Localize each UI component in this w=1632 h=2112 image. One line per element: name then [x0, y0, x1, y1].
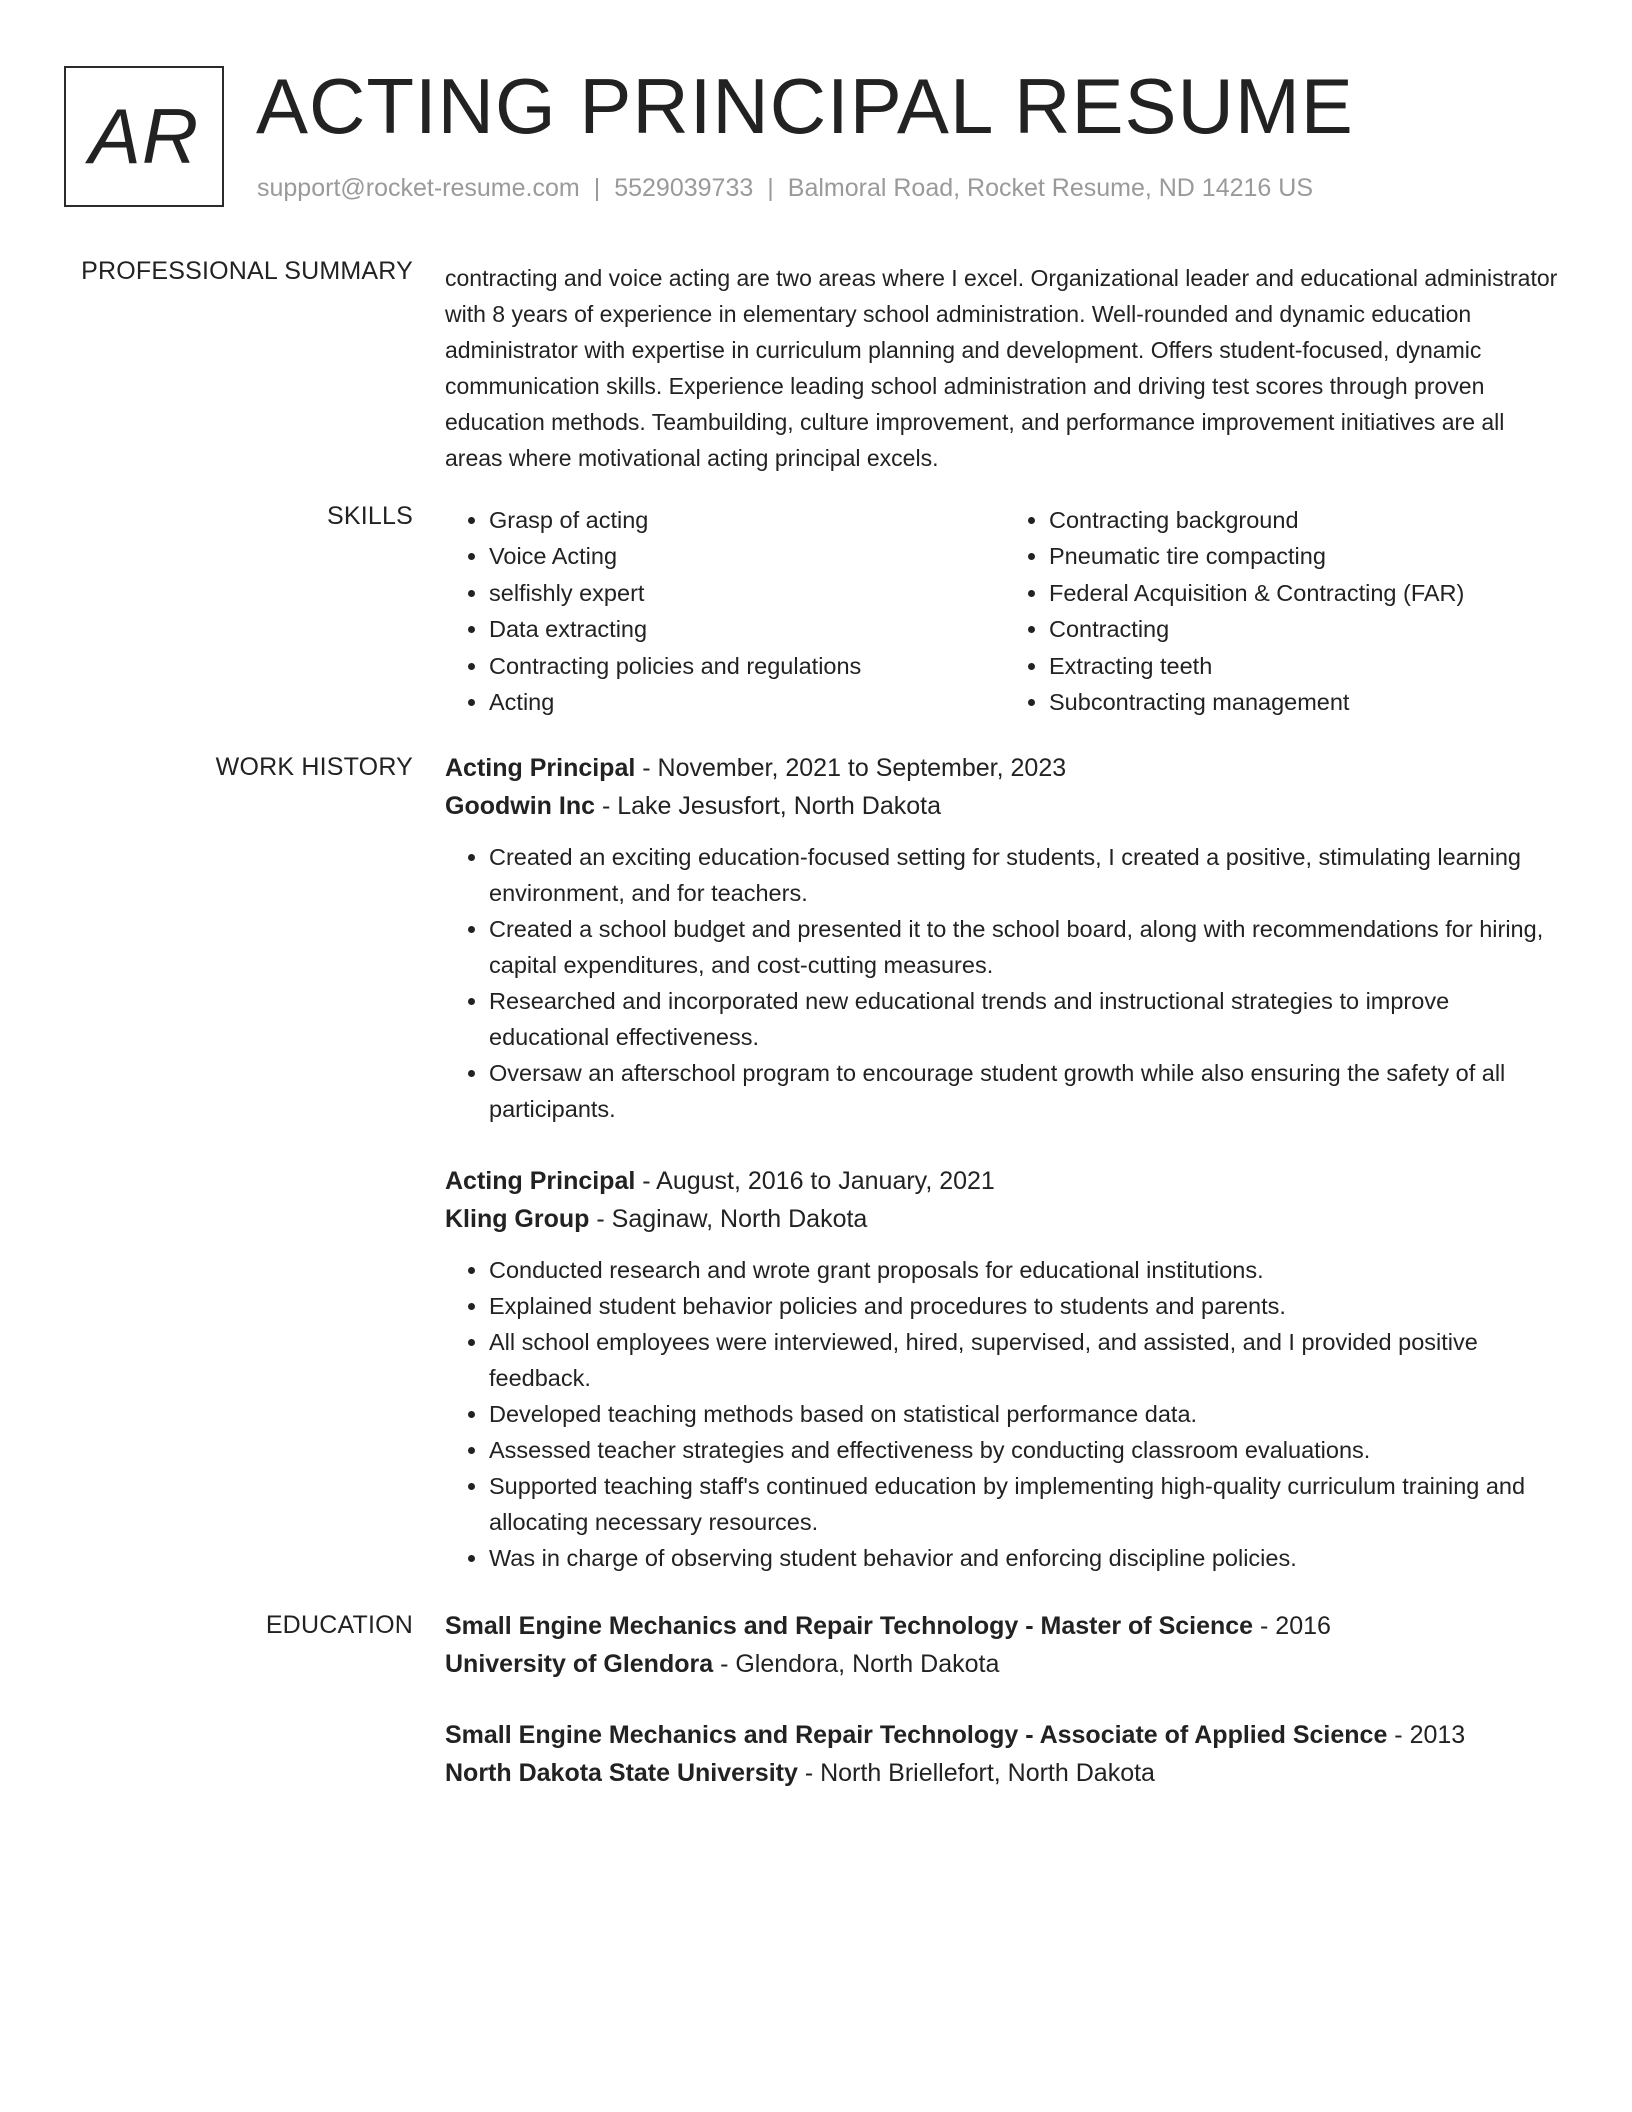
- skills-list-left: [445, 502, 1005, 720]
- school-line: [445, 1645, 1565, 1683]
- monogram-badge: AR: [64, 66, 224, 207]
- contact-separator: |: [767, 174, 774, 202]
- education-entry: [445, 1607, 1565, 1683]
- job-bullet: • Supported teaching staff's continued education by implementing high-quality curriculum training and allocating necessary resources.: [489, 1468, 1565, 1540]
- job-entry: [445, 749, 1565, 1127]
- job-entry: [445, 1162, 1565, 1576]
- work-history-label: WORK HISTORY: [215, 753, 413, 781]
- summary-body: [445, 260, 1565, 476]
- education-label: EDUCATION: [265, 1611, 413, 1639]
- job-bullet: • Assessed teacher strategies and effectiveness by conducting classroom evaluations.: [489, 1432, 1565, 1468]
- job-location: - Lake Jesusfort, North Dakota: [595, 792, 941, 820]
- contact-email: support@rocket-resume.com: [257, 174, 580, 202]
- contact-separator: |: [593, 174, 601, 202]
- job-bullet: • Explained student behavior policies and procedures to students and parents.: [489, 1288, 1565, 1324]
- skill-item: • Federal Acquisition & Contracting (FAR): [1049, 575, 1565, 611]
- contact-line: [257, 174, 1313, 203]
- school-location: - Glendora, North Dakota: [713, 1650, 1000, 1678]
- education-entry: [445, 1716, 1565, 1792]
- contact-address: Balmoral Road, Rocket Resume, ND 14216 US: [787, 174, 1313, 202]
- job-bullets: [445, 1252, 1565, 1576]
- skill-item: • Voice Acting: [489, 538, 1005, 574]
- job-company: Kling Group: [445, 1205, 590, 1233]
- resume-title: ACTING PRINCIPAL RESUME: [256, 62, 1354, 150]
- job-dates: - November, 2021 to September, 2023: [635, 754, 1067, 782]
- degree-name: Small Engine Mechanics and Repair Technology - Master of Science: [445, 1612, 1254, 1640]
- job-dates: - August, 2016 to January, 2021: [635, 1167, 995, 1195]
- job-bullet: • Created an exciting education-focused setting for students, I created a positive, stimulating learning environment, and for teachers.: [489, 839, 1565, 911]
- skill-item: • Grasp of acting: [489, 502, 1005, 538]
- skills-list-right: [1005, 502, 1565, 720]
- degree-year: - 2013: [1387, 1721, 1466, 1749]
- school-line: [445, 1754, 1565, 1792]
- skill-item: • Pneumatic tire compacting: [1049, 538, 1565, 574]
- job-title: Acting Principal: [445, 754, 636, 782]
- job-location: - Saginaw, North Dakota: [589, 1205, 868, 1233]
- job-bullet: • All school employees were interviewed, hired, supervised, and assisted, and I provided positive feedback.: [489, 1324, 1565, 1396]
- skill-item: • selfishly expert: [489, 575, 1005, 611]
- job-bullets: [445, 839, 1565, 1127]
- school-name: University of Glendora: [445, 1650, 714, 1678]
- skill-item: • Contracting: [1049, 611, 1565, 647]
- job-company-line: [445, 1200, 1565, 1238]
- skill-item: • Contracting policies and regulations: [489, 648, 1005, 684]
- degree-line: [445, 1716, 1565, 1754]
- job-company: Goodwin Inc: [445, 792, 595, 820]
- degree-name: Small Engine Mechanics and Repair Technology - Associate of Applied Science: [445, 1721, 1388, 1749]
- school-name: North Dakota State University: [445, 1759, 798, 1787]
- skill-item: • Subcontracting management: [1049, 684, 1565, 720]
- job-bullet: • Was in charge of observing student behavior and enforcing discipline policies.: [489, 1540, 1565, 1576]
- skills-label: SKILLS: [327, 502, 413, 530]
- resume-header: [64, 62, 1564, 211]
- skill-item: • Data extracting: [489, 611, 1005, 647]
- job-company-line: [445, 787, 1565, 825]
- skill-item: • Extracting teeth: [1049, 648, 1565, 684]
- job-bullet: • Oversaw an afterschool program to encourage student growth while also ensuring the safety of all participants.: [489, 1055, 1565, 1127]
- skill-item: • Acting: [489, 684, 1005, 720]
- contact-phone: 5529039733: [614, 174, 754, 202]
- job-bullet: • Conducted research and wrote grant proposals for educational institutions.: [489, 1252, 1565, 1288]
- summary-label: PROFESSIONAL SUMMARY: [81, 257, 413, 285]
- job-title-line: [445, 749, 1565, 787]
- degree-line: [445, 1607, 1565, 1645]
- job-title-line: [445, 1162, 1565, 1200]
- job-bullet: • Researched and incorporated new educational trends and instructional strategies to improve educational effectiveness.: [489, 983, 1565, 1055]
- job-bullet: • Developed teaching methods based on statistical performance data.: [489, 1396, 1565, 1432]
- degree-year: - 2016: [1253, 1612, 1331, 1640]
- skill-item: • Contracting background: [1049, 502, 1565, 538]
- school-location: - North Briellefort, North Dakota: [797, 1759, 1155, 1787]
- job-bullet: • Created a school budget and presented it to the school board, along with recommendations for hiring, capital expenditures, and cost-cutting measures.: [489, 911, 1565, 983]
- job-title: Acting Principal: [445, 1167, 636, 1195]
- skills-body: [445, 502, 1565, 720]
- summary-text: contracting and voice acting are two areas where I excel. Organizational leader and educational administrator with 8 years of experience in elementary school administration. Well-rounded and dynamic education administrator with expertise in curriculum planning and development. Offers student-focused, dynamic communication skills. Experience leading school administration and driving test scores through proven education methods. Teambuilding, culture improvement, and performance improvement initiatives are all areas where motivational acting principal excels.: [445, 265, 1558, 471]
